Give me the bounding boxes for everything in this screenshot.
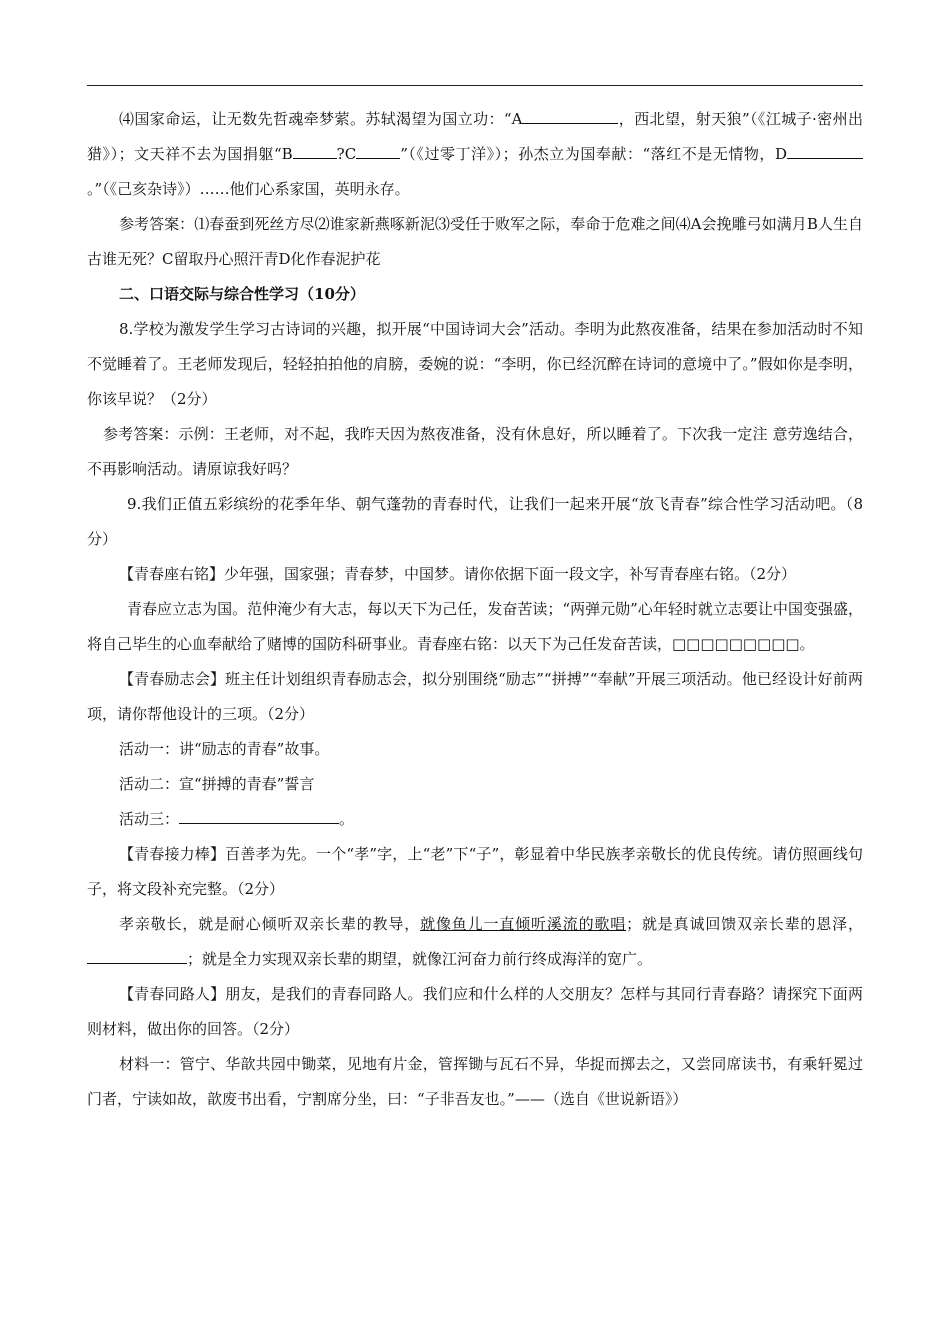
relay-prompt: 【青春接力棒】百善孝为先。一个“孝”字，上“老”下“子”，彰显着中华民族孝亲敬长的优良传统。请仿照画线句子，将文段补充完整。（2分） (87, 845, 863, 898)
document-body (87, 102, 863, 1117)
material-1: 材料一：管宁、华歆共园中锄菜，见地有片金，管挥锄与瓦石不异，华捉而掷去之，又尝同席读书，有乘轩冕过门者，宁读如故，歆废书出看，宁割席分坐，曰：“子非吾友也。”——（选自《世说新语》） (87, 1055, 863, 1108)
question-9: 9.我们正值五彩缤纷的花季年华、朝气蓬勃的青春时代，让我们一起来开展“放飞青春”综合性学习活动吧。（8分） (87, 495, 863, 548)
blank-a[interactable] (522, 109, 618, 124)
motto-text: 青春应立志为国。范仲淹少有大志，每以天下为己任，发奋苦读；“两弹元勋”心年轻时就立志要让中国变强盛，将自己毕生的心血奉献给了赌博的国防科研事业。青春座右铭：以天下为己任发奋苦读，□□□□□□□□□。 (87, 600, 863, 653)
activity-3-blank[interactable] (179, 809, 339, 824)
header-rule (87, 85, 863, 86)
blank-c[interactable] (356, 144, 400, 159)
activity-2: 活动二：宣“拼搏的青春”誓言 (119, 775, 315, 793)
motto-prompt: 【青春座右铭】少年强，国家强；青春梦，中国梦。请你依据下面一段文字，补写青春座右铭。（2分） (119, 565, 797, 583)
activity-1: 活动一：讲“励志的青春”故事。 (119, 740, 330, 758)
rally-prompt: 【青春励志会】班主任计划组织青春励志会，拟分别围绕“励志”“拼搏”“奉献”开展三项活动。他已经设计好前两项，请你帮他设计的三项。（2分） (87, 670, 863, 723)
relay-text: 孝亲敬长，就是耐心倾听双亲长辈的教导，就像鱼儿一直倾听溪流的歌唱；就是真诚回馈双亲长辈的恩泽，；就是全力实现双亲长辈的期望，就像江河奋力前行终成海洋的宽广。 (87, 907, 863, 977)
question-4: ⑷国家命运，让无数先哲魂牵梦萦。苏轼渴望为国立功：“A ，西北望，射天狼”（《江城子·密州出猎》）；文天祥不去为国捐躯“B ?C ”（《过零丁洋》）；孙杰立为国奉献：“落红不是无情物，D。”（《己亥杂诗》）……他们心系家国，英明永存。 (87, 110, 863, 198)
activity-3: 活动三： 。 (119, 810, 355, 828)
blank-d[interactable] (787, 144, 863, 159)
relay-blank[interactable] (87, 949, 187, 964)
answer-8: 参考答案：示例：王老师，对不起，我昨天因为熬夜准备，没有休息好，所以睡着了。下次我一定注 意劳逸结合，不再影响活动。请原谅我好吗？ (87, 425, 863, 478)
answer-1-4: 参考答案：⑴春蚕到死丝方尽⑵谁家新燕啄新泥⑶受任于败军之际，奉命于危难之间⑷A会挽雕弓如满月B人生自古谁无死？C留取丹心照汗青D化作春泥护花 (87, 215, 863, 268)
section-2-heading: 二、口语交际与综合性学习（10分） (119, 285, 365, 303)
underlined-sentence: 就像鱼儿一直倾听溪流的歌唱 (420, 915, 627, 933)
friend-prompt: 【青春同路人】朋友，是我们的青春同路人。我们应和什么样的人交朋友？怎样与其同行青春路？请探究下面两则材料，做出你的回答。（2分） (87, 985, 863, 1038)
question-8: 8.学校为激发学生学习古诗词的兴趣，拟开展“中国诗词大会”活动。李明为此熬夜准备，结果在参加活动时不知不觉睡着了。王老师发现后，轻轻拍拍他的肩膀，委婉的说：“李明，你已经沉醉在诗词的意境中了。”假如你是李明，你该早说？（2分） (87, 320, 863, 408)
blank-b[interactable] (293, 144, 337, 159)
